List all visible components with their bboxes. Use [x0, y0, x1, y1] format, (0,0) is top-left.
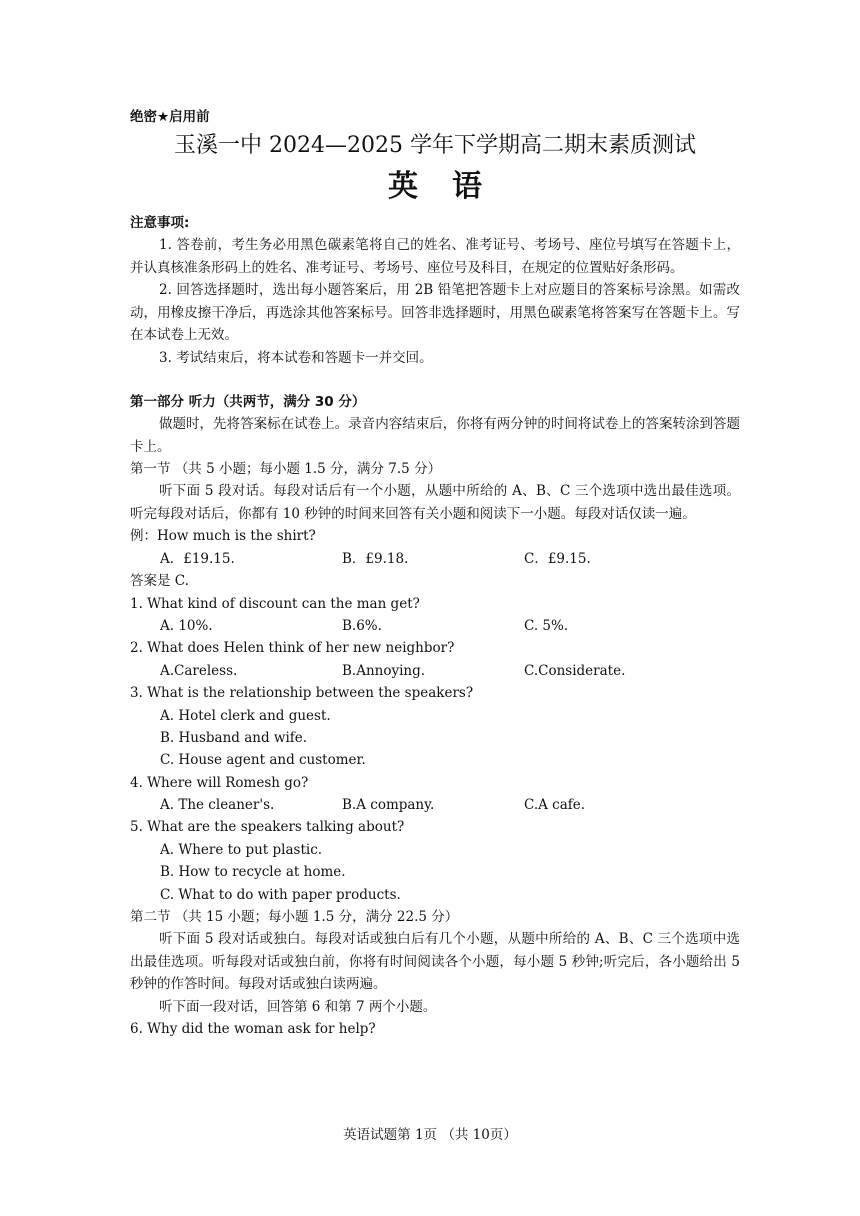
- option-b: B. Husband and wife.: [160, 729, 308, 746]
- option-b: B.Annoying.: [342, 662, 426, 679]
- exam-title: 玉溪一中 2024—2025 学年下学期高二期末素质测试: [174, 133, 696, 158]
- example-options: [130, 548, 740, 570]
- option-b: B. How to recycle at home.: [160, 864, 346, 881]
- question-3: 3. What is the relationship between the speakers?: [130, 685, 474, 702]
- section2-heading: 第二节 （共 15 小题；每小题 1.5 分，满分 22.5 分）: [130, 909, 459, 926]
- question-2-options: [130, 660, 740, 682]
- section2-lead: 听下面一段对话，回答第 6 和第 7 两个小题。: [159, 998, 437, 1015]
- option-a: A. Where to put plastic.: [160, 841, 323, 858]
- confidential-mark: 绝密★启用前: [130, 109, 210, 125]
- section1-heading: 第一节 （共 5 小题；每小题 1.5 分，满分 7.5 分）: [130, 461, 442, 477]
- part1-heading: 第一部分 听力（共两节，满分 30 分）: [130, 394, 366, 410]
- part1-instruction: 做题时，先将答案标在试卷上。录音内容结束后，你将有两分钟的时间将试卷上的答案转涂到答题卡上。: [130, 416, 740, 455]
- example-answer: 答案是 C.: [130, 573, 189, 590]
- exam-page: [130, 104, 740, 1041]
- section1-instruction: 听下面 5 段对话。每段对话后有一个小题，从题中所给的 A、B、C 三个选项中选出最佳选项。听完每段对话后，你都有 10 秒钟的时间来回答有关小题和阅读下一小题。每段对话仅读一遍。: [130, 483, 740, 522]
- option-a: A. Hotel clerk and guest.: [160, 707, 331, 724]
- option-a: A. The cleaner's.: [160, 797, 275, 814]
- option-b: B.A company.: [342, 797, 435, 814]
- page-footer: 英语试题第 1页 （共 10页）: [343, 1127, 517, 1143]
- note-item-1: 1. 答卷前，考生务必用黑色碳素笔将自己的姓名、准考证号、考场号、座位号填写在答题卡上，并认真核准条形码上的姓名、准考证号、考场号、座位号及科目，在规定的位置贴好条形码。: [130, 237, 740, 276]
- question-6: 6. Why did the woman ask for help?: [130, 1021, 376, 1038]
- question-1-options: [130, 615, 740, 637]
- option-b: B．£9.18.: [342, 550, 409, 567]
- note-item-3: 3. 考试结束后，将本试卷和答题卡一并交回。: [159, 349, 433, 366]
- question-5: 5. What are the speakers talking about?: [130, 819, 405, 836]
- option-a: A. 10%.: [160, 617, 213, 634]
- option-a: A．£19.15.: [160, 550, 235, 567]
- option-c: C. 5%.: [524, 617, 569, 634]
- section2-instruction: 听下面 5 段对话或独白。每段对话或独白后有几个小题，从题中所给的 A、B、C 三个选项中选出最佳选项。听每段对话或独白前，你将有时间阅读各个小题，每小题 5 秒钟;听完后，各小题给出 5 秒钟的作答时间。每段对话或独白读两遍。: [130, 931, 740, 993]
- option-c: C. House agent and customer.: [160, 752, 366, 769]
- option-c: C.A cafe.: [524, 797, 586, 814]
- option-a: A.Careless.: [160, 662, 238, 679]
- example-question: 例：How much is the shirt?: [130, 528, 316, 545]
- note-item-2: 2. 回答选择题时，选出每小题答案后，用 2B 铅笔把答题卡上对应题目的答案标号涂黑。如需改动，用橡皮擦干净后，再选涂其他答案标号。回答非选择题时，用黑色碳素笔将答案写在答题卡上。写在本试卷上无效。: [130, 282, 740, 343]
- question-1: 1. What kind of discount can the man get?: [130, 595, 420, 612]
- subject-title: 英语: [388, 169, 516, 204]
- question-4-options: [130, 794, 740, 816]
- question-4: 4. Where will Romesh go?: [130, 774, 309, 791]
- option-c: C.Considerate.: [524, 662, 626, 679]
- notes-heading: 注意事项:: [130, 215, 190, 231]
- option-c: C. What to do with paper products.: [160, 886, 401, 903]
- option-b: B.6%.: [342, 617, 382, 634]
- option-c: C．£9.15.: [524, 550, 591, 567]
- question-2: 2. What does Helen think of her new neighbor?: [130, 640, 455, 657]
